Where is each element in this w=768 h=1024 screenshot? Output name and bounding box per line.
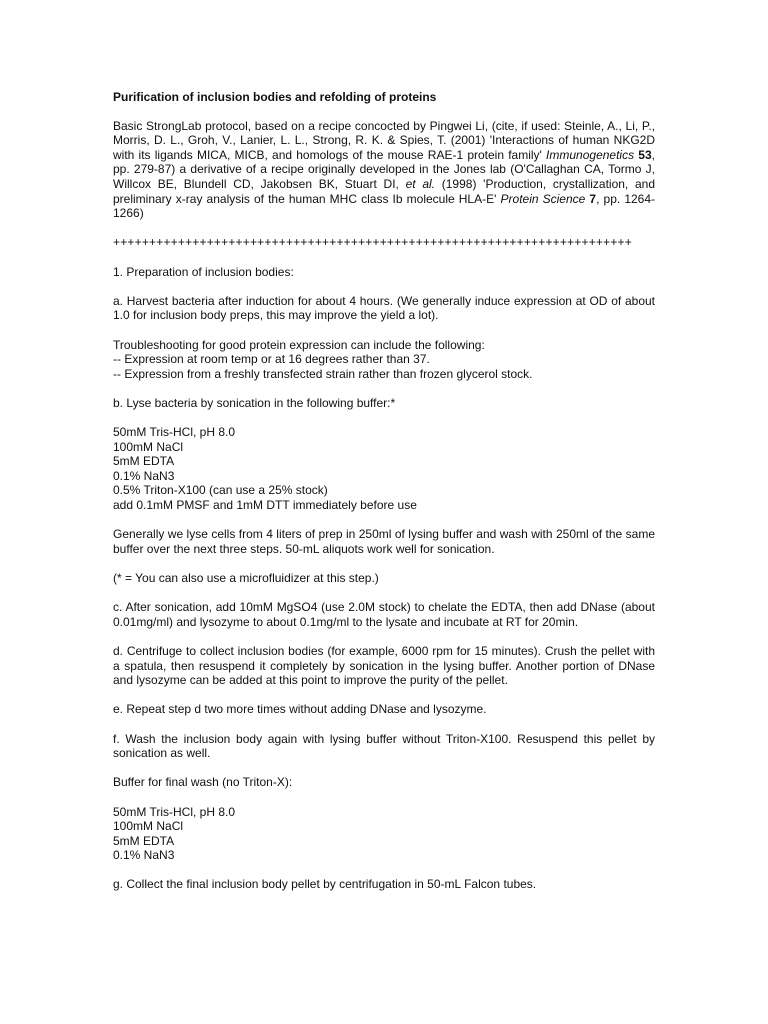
buffer-component: 0.1% NaN3 [113, 848, 175, 863]
intro-paragraph [113, 119, 655, 221]
separator-line: ++++++++++++++++++++++++++++++++++++++++++++++++++++++++++++++++++++++++ [113, 235, 632, 250]
troubleshooting-block [113, 338, 655, 382]
troubleshooting-heading: Troubleshooting for good protein expression can include the following: [113, 337, 485, 352]
final-wash-heading: Buffer for final wash (no Triton-X): [113, 775, 293, 790]
buffer-component: 100mM NaCl [113, 439, 184, 454]
step-a: a. Harvest bacteria after induction for about 4 hours. (We generally induce expression at OD of about 1.0 for inclusion body preps, this may improve the yield a lot). [113, 293, 655, 323]
buffer-component: add 0.1mM PMSF and 1mM DTT immediately before use [113, 498, 417, 513]
step-e: e. Repeat step d two more times without adding DNase and lysozyme. [113, 702, 487, 717]
buffer-component: 0.5% Triton-X100 (can use a 25% stock) [113, 483, 328, 498]
lysis-buffer-list [113, 425, 655, 513]
lysis-note: Generally we lyse cells from 4 liters of prep in 250ml of lysing buffer and wash with 250ml of the same buffer over the next three steps. 50-mL aliquots work well for sonication. [113, 527, 655, 556]
journal-name-1: Immunogenetics [546, 147, 635, 162]
step-f: f. Wash the inclusion body again with lysing buffer without Triton-X100. Resuspend this pellet by sonication as well. [113, 731, 655, 761]
intro-text-2: , pp. 279-87) a derivative of a recipe originally developed in the Jones lab (O'Callaghan CA, Tormo J, Willcox BE, Blundell CD, Jakobsen BK, Stuart DI, [113, 147, 655, 191]
journal-volume-1: 53 [634, 147, 652, 162]
buffer-component: 50mM Tris-HCl, pH 8.0 [113, 425, 236, 440]
step-c: c. After sonication, add 10mM MgSO4 (use 2.0M stock) to chelate the EDTA, then add DNase (about 0.01mg/ml) and lysozyme to about 0.1mg/ml to the lysate and incubate at RT for 20min. [113, 600, 655, 629]
section-heading: 1. Preparation of inclusion bodies: [113, 264, 294, 279]
troubleshooting-item: -- Expression from a freshly transfected strain rather than frozen glycerol stock. [113, 366, 533, 381]
journal-name-2: Protein Science [500, 191, 586, 206]
buffer-component: 100mM NaCl [113, 819, 184, 834]
intro-text-3: (1998) 'Production, crystallization, and preliminary x-ray analysis of the human MHC class Ib molecule HLA-E' [113, 176, 656, 206]
document-title: Purification of inclusion bodies and refolding of proteins [113, 90, 437, 104]
document-page [113, 90, 655, 907]
microfluidizer-note: (* = You can also use a microfluidizer at this step.) [113, 571, 379, 585]
step-b: b. Lyse bacteria by sonication in the following buffer:* [113, 395, 396, 410]
buffer-component: 5mM EDTA [113, 454, 175, 469]
buffer-component: 0.1% NaN3 [113, 468, 175, 483]
buffer-component: 5mM EDTA [113, 833, 175, 848]
buffer-component: 50mM Tris-HCl, pH 8.0 [113, 804, 236, 819]
step-g: g. Collect the final inclusion body pellet by centrifugation in 50-mL Falcon tubes. [113, 877, 537, 892]
step-d: d. Centrifuge to collect inclusion bodies (for example, 6000 rpm for 15 minutes). Crush the pellet with a spatula, then resuspend it completely by sonication in the lysing buffer. Another portion of DNase and lysozyme can be added at this point to improve the purity of the pellet. [113, 643, 655, 688]
intro-text-1: Basic StrongLab protocol, based on a recipe concocted by Pingwei Li, (cite, if used: Steinle, A., Li, P., Morris, D. L., Groh, V., Lanier, L. L., Strong, R. K. & Spies, T. (2001) 'Interactions of human NKG2D with its ligands MICA, MICB, and homologs of the mouse RAE-1 protein family' [113, 118, 655, 162]
journal-volume-2: 7 [585, 191, 597, 206]
et-al: et al. [405, 176, 436, 191]
intro-text-4: , pp. 1264-1266) [113, 191, 656, 221]
final-wash-buffer-list [113, 805, 655, 863]
troubleshooting-item: -- Expression at room temp or at 16 degrees rather than 37. [113, 352, 430, 367]
